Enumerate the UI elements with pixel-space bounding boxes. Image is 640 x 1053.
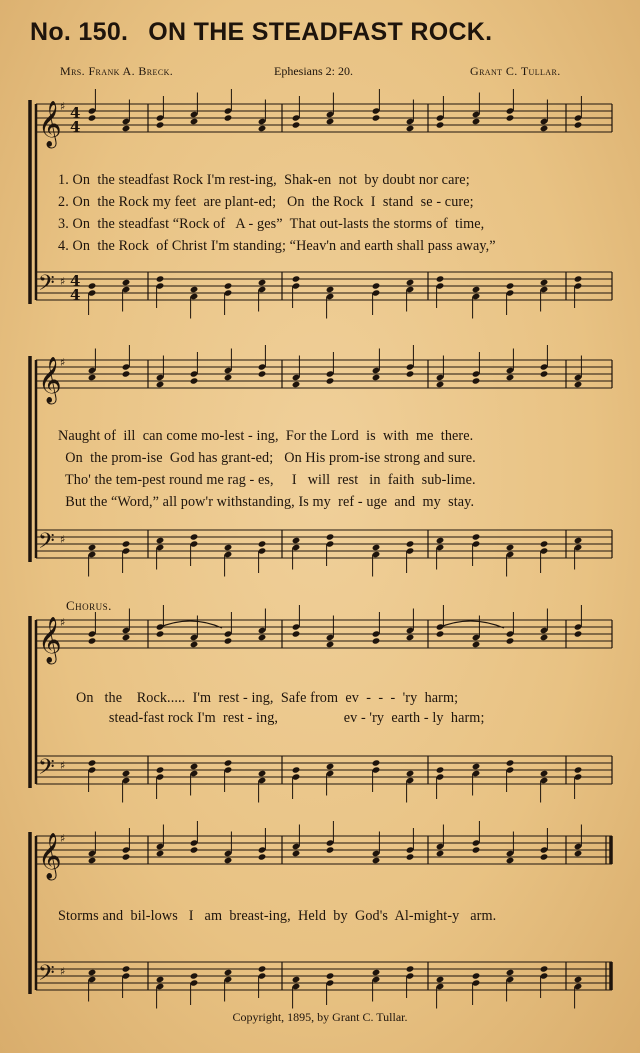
notehead-lower <box>540 370 549 377</box>
notehead-upper <box>224 969 233 976</box>
notehead-lower <box>436 630 445 637</box>
notehead-lower <box>88 114 97 121</box>
verse-line-3: 3. On the steadfast “Rock of A - ges” That out-lasts the storms of time, <box>58 216 485 232</box>
notehead-upper <box>574 275 583 282</box>
notehead-upper <box>122 540 131 547</box>
notehead-lower <box>406 370 415 377</box>
notehead-upper <box>122 965 131 972</box>
notehead-upper <box>224 282 233 289</box>
chorus-line-1: On the Rock..... I'm rest - ing, Safe from ev - - - 'ry harm; <box>76 690 459 706</box>
notehead-lower <box>574 630 583 637</box>
notehead-upper <box>292 275 301 282</box>
notehead-lower <box>122 634 131 641</box>
notehead-upper <box>472 763 481 770</box>
notehead-lower <box>292 850 301 857</box>
notehead-lower <box>406 634 415 641</box>
notehead-upper <box>574 537 583 544</box>
notehead-upper <box>156 537 165 544</box>
notehead-lower <box>88 637 97 644</box>
verse-line-4: 4. On the Rock of Christ I'm standing; “Heav'n and earth shall pass away,” <box>58 238 496 254</box>
verse-line-2-cont: On the prom-ise God has grant-ed; On His prom-ise strong and sure. <box>58 450 476 466</box>
chorus-label: Chorus. <box>66 598 112 613</box>
notehead-upper <box>258 770 267 777</box>
notehead-upper <box>406 279 415 286</box>
notehead-lower <box>156 850 165 857</box>
notehead-lower <box>292 630 301 637</box>
composer-credit: Grant C. Tullar. <box>470 64 561 78</box>
copyright-notice: Copyright, 1895, by Grant C. Tullar. <box>232 1010 408 1024</box>
notehead-upper <box>506 969 515 976</box>
notehead-upper <box>472 533 481 540</box>
notehead-lower <box>574 121 583 128</box>
sharp-icon: ♯ <box>60 759 66 772</box>
notehead-lower <box>326 377 335 384</box>
notehead-lower <box>436 381 445 388</box>
notehead-upper <box>190 286 199 293</box>
notehead-upper <box>506 282 515 289</box>
notehead-lower <box>406 125 415 132</box>
notehead-lower <box>506 114 515 121</box>
notehead-lower <box>190 377 199 384</box>
notehead-lower <box>506 637 515 644</box>
notehead-upper <box>122 279 131 286</box>
notehead-upper <box>540 770 549 777</box>
notehead-upper <box>88 282 97 289</box>
notehead-lower <box>258 634 267 641</box>
scripture-reference: Ephesians 2: 20. <box>274 64 353 78</box>
notehead-upper <box>88 759 97 766</box>
notehead-upper <box>190 972 199 979</box>
notehead-lower <box>372 857 381 864</box>
hymn-number: No. 150. <box>30 18 129 46</box>
notehead-lower <box>258 370 267 377</box>
notehead-upper <box>472 286 481 293</box>
hymn-title: ON THE STEADFAST ROCK. <box>148 18 493 46</box>
notehead-upper <box>190 533 199 540</box>
notehead-lower <box>406 853 415 860</box>
time-signature-bottom: 4 <box>70 118 81 136</box>
notehead-lower <box>122 853 131 860</box>
notehead-lower <box>326 118 335 125</box>
bass-clef-icon: 𝄢 <box>38 271 55 301</box>
notehead-lower <box>472 118 481 125</box>
notehead-lower <box>156 121 165 128</box>
notehead-upper <box>326 763 335 770</box>
notehead-upper <box>292 976 301 983</box>
notehead-lower <box>224 637 233 644</box>
notehead-lower <box>88 857 97 864</box>
time-signature-top: 4 <box>70 104 81 122</box>
notehead-upper <box>372 969 381 976</box>
verse-line-4-cont: But the “Word,” all pow'r withstanding, Is my ref - uge and my stay. <box>58 494 475 510</box>
notehead-lower <box>472 377 481 384</box>
sharp-icon: ♯ <box>60 832 66 845</box>
notehead-upper <box>574 766 583 773</box>
notehead-lower <box>190 641 199 648</box>
notehead-upper <box>372 759 381 766</box>
notehead-upper <box>540 279 549 286</box>
notehead-lower <box>472 846 481 853</box>
notehead-lower <box>506 857 515 864</box>
notehead-upper <box>258 540 267 547</box>
verse-line-1: 1. On the steadfast Rock I'm rest-ing, Shak-en not by doubt nor care; <box>58 172 470 188</box>
notehead-upper <box>472 972 481 979</box>
sharp-icon: ♯ <box>60 275 66 288</box>
bass-clef-icon: 𝄢 <box>38 529 55 559</box>
notehead-lower <box>190 846 199 853</box>
time-signature-top: 4 <box>70 272 81 290</box>
notehead-upper <box>506 544 515 551</box>
verse-line-1-cont: Naught of ill can come mo-lest - ing, For the Lord is with me there. <box>58 428 474 444</box>
sharp-icon: ♯ <box>60 616 66 629</box>
chorus-line-2: stead-fast rock I'm rest - ing, ev - 'ry earth - ly harm; <box>76 710 485 726</box>
notehead-upper <box>436 976 445 983</box>
notehead-lower <box>156 381 165 388</box>
sharp-icon: ♯ <box>60 533 66 546</box>
notehead-lower <box>326 846 335 853</box>
notehead-lower <box>574 850 583 857</box>
chorus-line-3: Storms and bil-lows I am breast-ing, Held by God's Al-might-y arm. <box>58 908 497 924</box>
notehead-lower <box>372 114 381 121</box>
notehead-upper <box>224 544 233 551</box>
treble-clef-icon: 𝄞 <box>38 617 62 663</box>
notehead-upper <box>88 544 97 551</box>
notehead-lower <box>122 125 131 132</box>
notehead-upper <box>292 766 301 773</box>
notehead-lower <box>258 853 267 860</box>
notehead-lower <box>540 634 549 641</box>
sharp-icon: ♯ <box>60 965 66 978</box>
treble-clef-icon: 𝄞 <box>38 101 62 147</box>
notehead-lower <box>436 850 445 857</box>
bass-clef-icon: 𝄢 <box>38 961 55 991</box>
verse-line-2: 2. On the Rock my feet are plant-ed; On the Rock I stand se - cure; <box>58 194 474 210</box>
notehead-upper <box>156 275 165 282</box>
notehead-lower <box>292 381 301 388</box>
notehead-upper <box>258 279 267 286</box>
notehead-upper <box>156 766 165 773</box>
notehead-upper <box>326 533 335 540</box>
notehead-upper <box>540 540 549 547</box>
notehead-upper <box>156 976 165 983</box>
notehead-upper <box>224 759 233 766</box>
notehead-lower <box>156 630 165 637</box>
notehead-upper <box>406 540 415 547</box>
lyricist-credit: Mrs. Frank A. Breck. <box>60 64 174 78</box>
notehead-lower <box>506 374 515 381</box>
notehead-lower <box>472 641 481 648</box>
notehead-upper <box>326 972 335 979</box>
notehead-lower <box>258 125 267 132</box>
notehead-upper <box>406 770 415 777</box>
notehead-lower <box>540 853 549 860</box>
notehead-lower <box>122 370 131 377</box>
notehead-upper <box>506 759 515 766</box>
notehead-lower <box>574 381 583 388</box>
notehead-upper <box>574 976 583 983</box>
notehead-lower <box>88 374 97 381</box>
notehead-upper <box>372 282 381 289</box>
notehead-upper <box>88 969 97 976</box>
notehead-upper <box>436 766 445 773</box>
notehead-upper <box>406 965 415 972</box>
notehead-lower <box>190 118 199 125</box>
notehead-upper <box>190 763 199 770</box>
notehead-upper <box>326 286 335 293</box>
notehead-lower <box>292 121 301 128</box>
notehead-lower <box>224 114 233 121</box>
notehead-lower <box>372 374 381 381</box>
notehead-lower <box>224 857 233 864</box>
time-signature-bottom: 4 <box>70 286 81 304</box>
notehead-upper <box>372 544 381 551</box>
notehead-upper <box>436 537 445 544</box>
notehead-lower <box>224 374 233 381</box>
notehead-upper <box>292 537 301 544</box>
treble-clef-icon: 𝄞 <box>38 833 62 879</box>
notehead-lower <box>540 125 549 132</box>
verse-line-3-cont: Tho' the tem-pest round me rag - es, I will rest in faith sub-lime. <box>58 472 476 488</box>
notehead-upper <box>540 965 549 972</box>
notehead-lower <box>326 641 335 648</box>
notehead-lower <box>372 637 381 644</box>
treble-clef-icon: 𝄞 <box>38 357 62 403</box>
notehead-lower <box>436 121 445 128</box>
sharp-icon: ♯ <box>60 100 66 113</box>
sharp-icon: ♯ <box>60 356 66 369</box>
bass-clef-icon: 𝄢 <box>38 755 55 785</box>
notehead-upper <box>436 275 445 282</box>
notehead-upper <box>258 965 267 972</box>
notehead-upper <box>122 770 131 777</box>
